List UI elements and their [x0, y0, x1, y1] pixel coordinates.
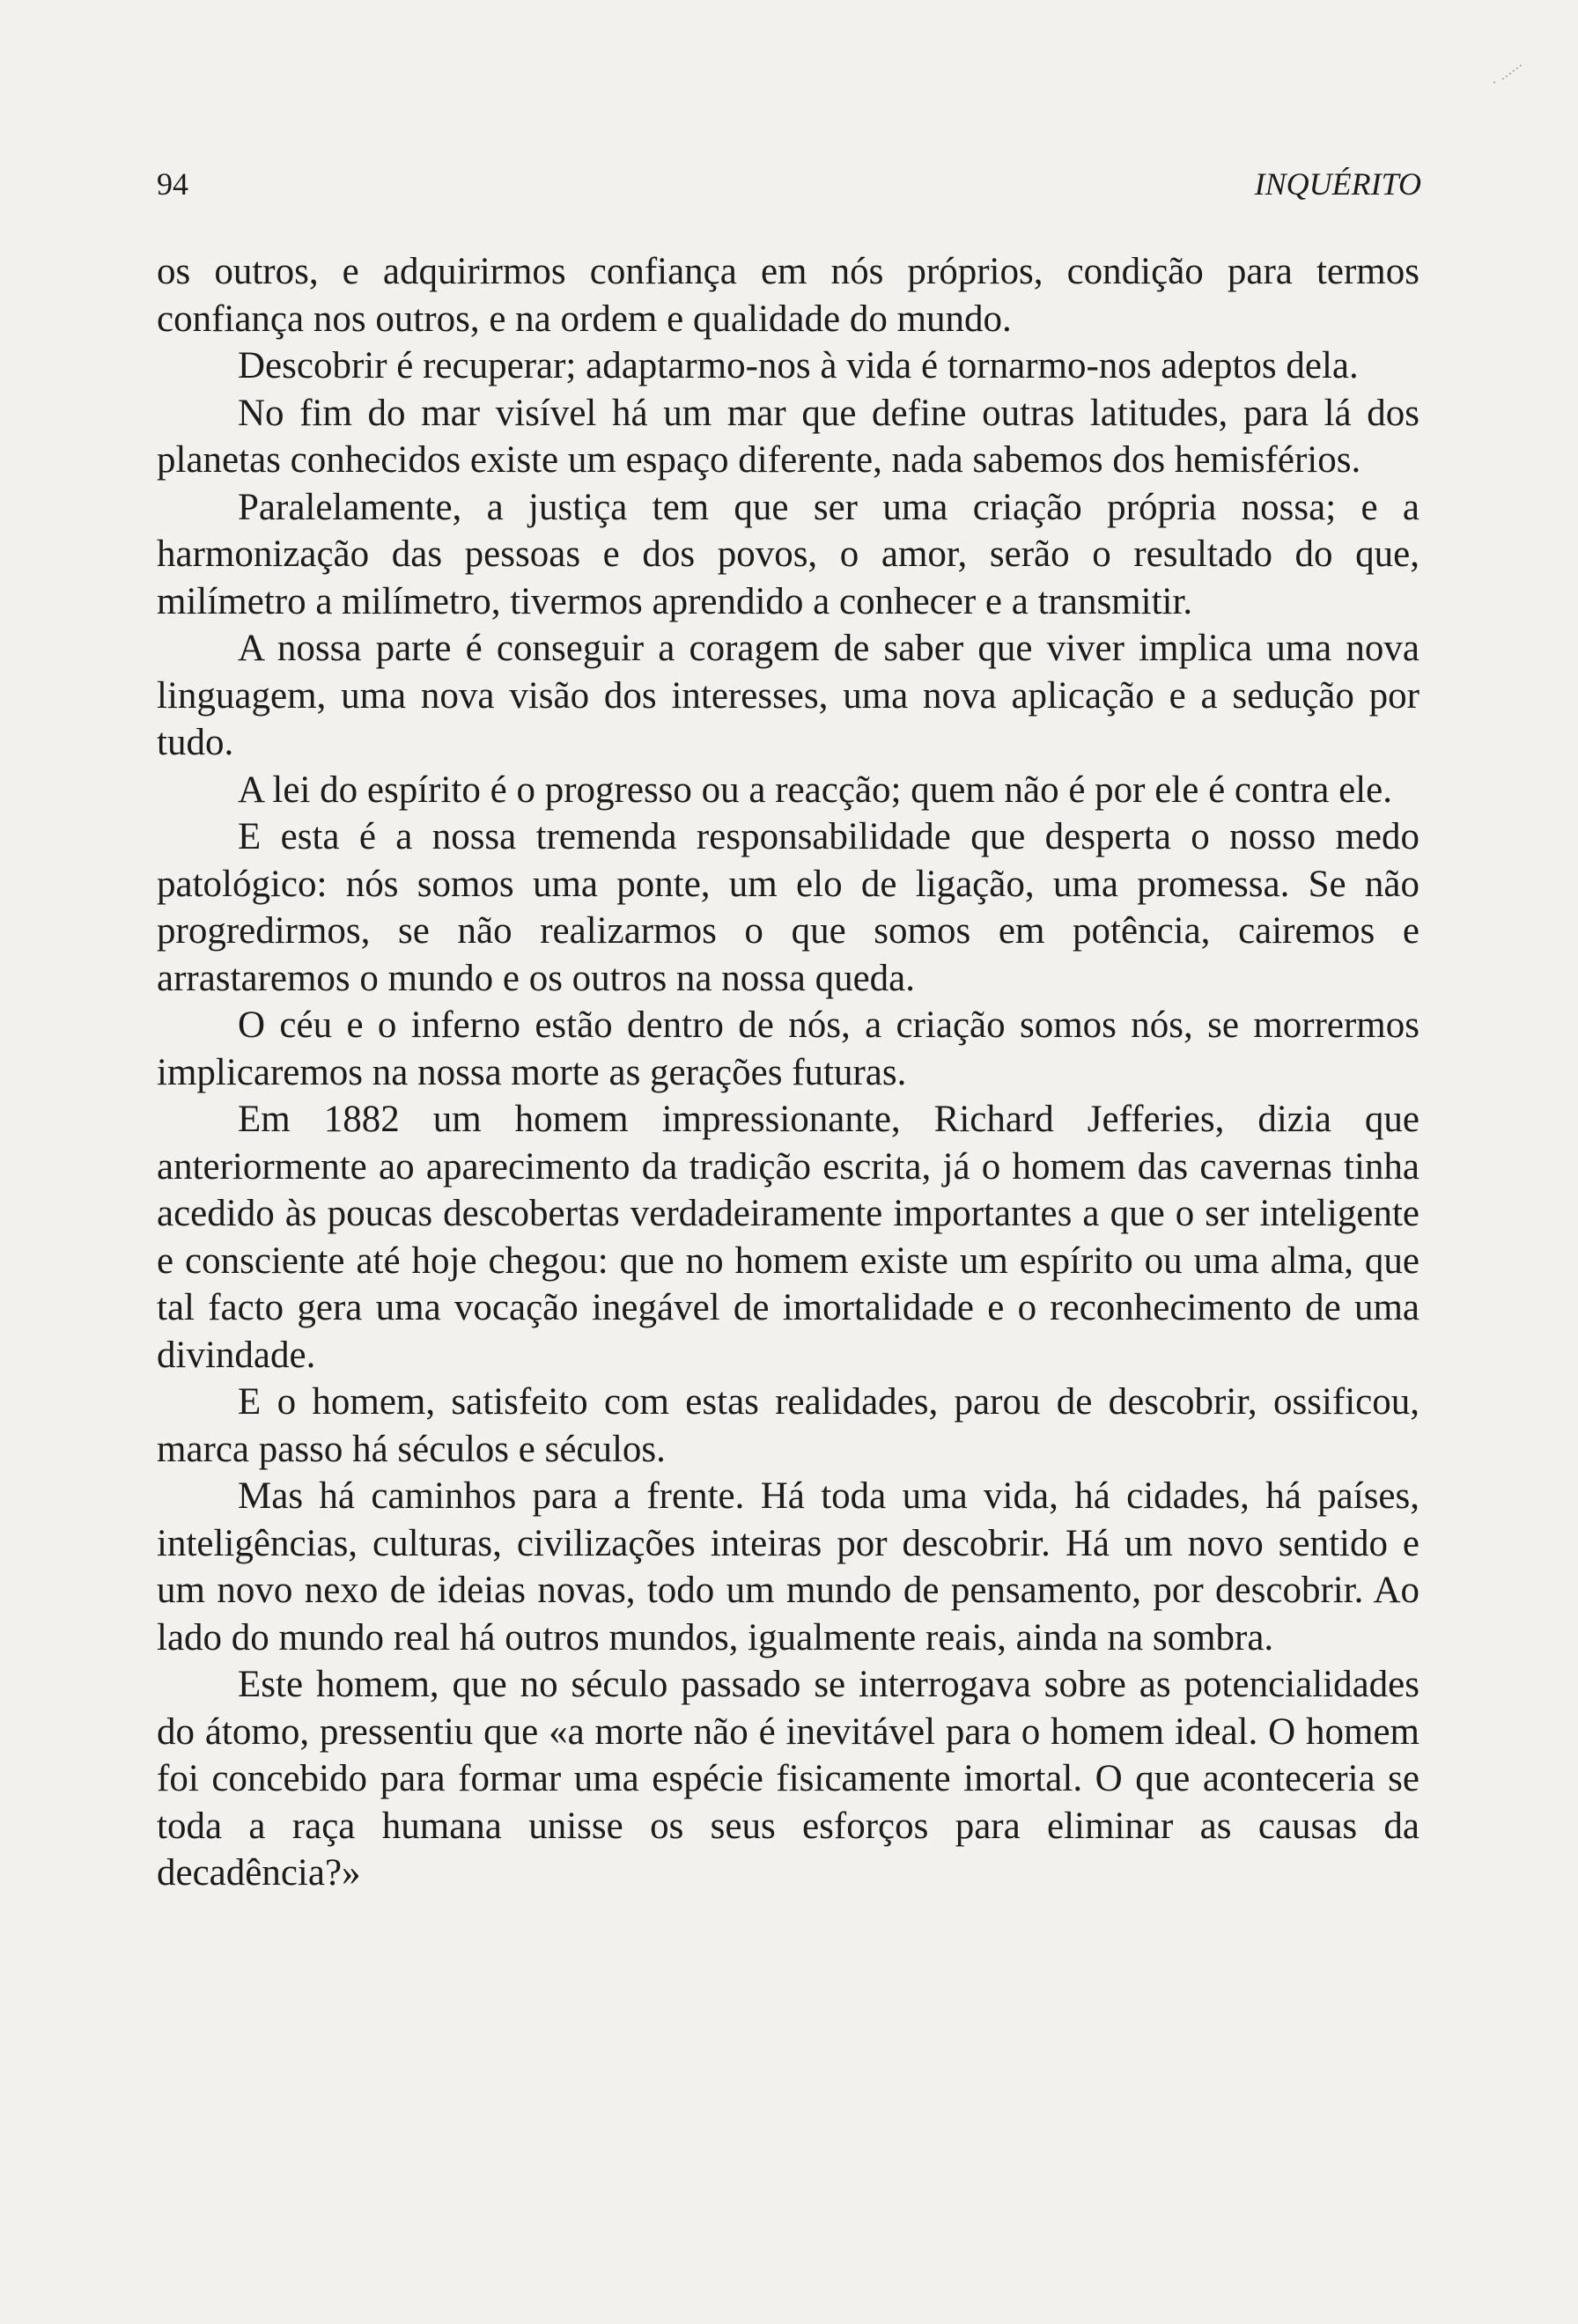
running-title: INQUÉRITO — [1254, 166, 1421, 202]
paragraph: A lei do espírito é o progresso ou a reacção; quem não é por ele é contra ele. — [238, 769, 1392, 811]
paragraph: Descobrir é recuperar; adaptarmo-nos à vida é tornarmo-nos adeptos dela. — [238, 345, 1359, 386]
paragraph: Em 1882 um homem impressionante, Richard Jefferies, dizia que anteriormente ao aparecimento da tradição escrita, já o homem das cavernas tinha acedido às poucas descobertas verdadeiramente importantes a que o ser inteligente e consciente até hoje chegou: que no homem existe um espírito ou uma alma, que tal facto gera uma vocação inegável de imortalidade e o reconhecimento de uma divindade. — [157, 1099, 1419, 1376]
paragraph: E o homem, satisfeito com estas realidades, parou de descobrir, ossificou, marca passo há séculos e séculos. — [157, 1381, 1419, 1470]
scan-mark-icon — [1490, 62, 1525, 88]
paragraph: Este homem, que no século passado se interrogava sobre as potencialidades do átomo, pressentiu que «a morte não é inevitável para o homem ideal. O homem foi concebido para formar uma espécie fisicamente imortal. O que aconteceria se toda a raça humana unisse os seus esforços para eliminar as causas da decadência?» — [157, 1664, 1419, 1894]
paragraph: os outros, e adquirirmos confiança em nós próprios, condição para termos confiança nos outros, e na ordem e qualidade do mundo. — [157, 251, 1419, 340]
page-number: 94 — [157, 166, 188, 202]
paragraph: Mas há caminhos para a frente. Há toda uma vida, há cidades, há países, inteligências, culturas, civilizações inteiras por descobrir. Há um novo sentido e um novo nexo de ideias novas, todo um mundo de pensamento, por descobrir. Ao lado do mundo real há outros mundos, igualmente reais, ainda na sombra. — [157, 1475, 1419, 1658]
paragraph: O céu e o inferno estão dentro de nós, a criação somos nós, se morrermos implicaremos na nossa morte as gerações futuras. — [157, 1004, 1419, 1093]
paragraph: No fim do mar visível há um mar que define outras latitudes, para lá dos planetas conhecidos existe um espaço diferente, nada sabemos dos hemisférios. — [157, 392, 1419, 481]
paragraph: Paralelamente, a justiça tem que ser uma criação própria nossa; e a harmonização das pessoas e dos povos, o amor, serão o resultado do que, milímetro a milímetro, tivermos aprendido a conhecer e a transmitir. — [157, 486, 1419, 622]
paragraph: E esta é a nossa tremenda responsabilidade que desperta o nosso medo patológico: nós somos uma ponte, um elo de ligação, uma promessa. Se não progredirmos, se não realizarmos o que somos em potência, cairemos e arrastaremos o mundo e os outros na nossa queda. — [157, 816, 1419, 999]
body-text — [157, 248, 1419, 1897]
running-head — [157, 165, 1421, 210]
paragraph: A nossa parte é conseguir a coragem de saber que viver implica uma nova linguagem, uma nova visão dos interesses, uma nova aplicação e a sedução por tudo. — [157, 628, 1419, 763]
